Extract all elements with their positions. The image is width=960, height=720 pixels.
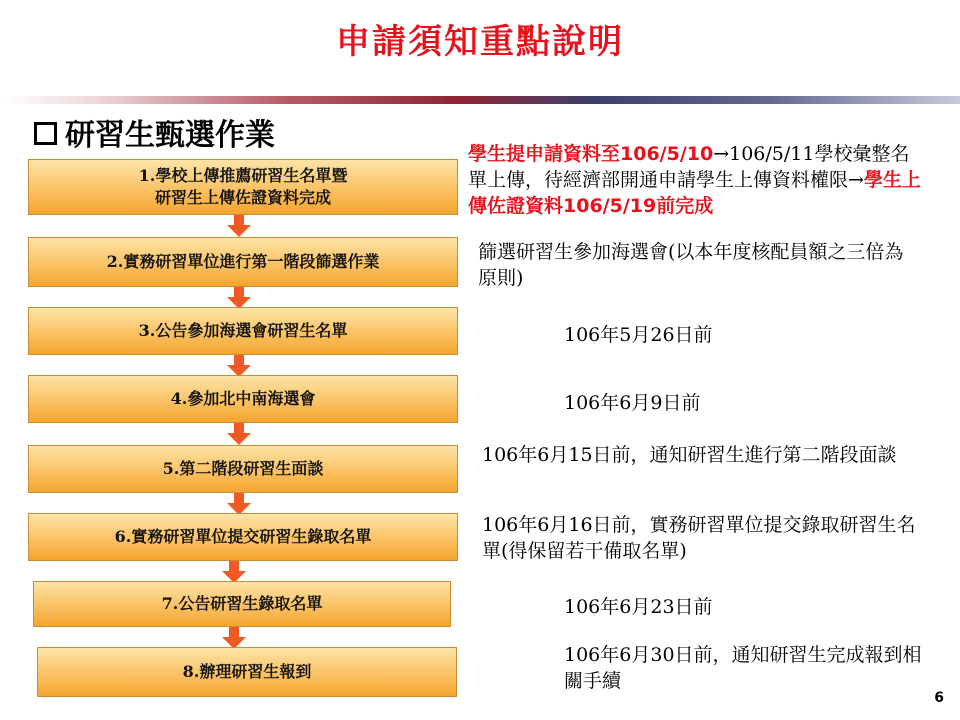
step-7-box bbox=[33, 581, 451, 627]
note-1-text: →106/5/11學校彙整名單上傳，待經濟部開通申請學生上傳資料權限→ bbox=[468, 143, 910, 192]
flow-arrow-icon bbox=[227, 355, 251, 377]
slide-title: 申請須知重點說明 bbox=[336, 22, 624, 62]
flow-arrow-icon bbox=[227, 423, 251, 445]
note-step-6: 106年6月16日前，實務研習單位提交錄取研習生名單(得保留若干備取名單) bbox=[482, 514, 916, 563]
step-7-label: 7.公告研習生錄取名單 bbox=[161, 594, 323, 614]
step-8-label: 8.辦理研習生報到 bbox=[182, 662, 312, 682]
step-6-box bbox=[28, 513, 458, 561]
flow-arrow-icon bbox=[227, 215, 251, 237]
step-1-label-line2: 研習生上傳佐證資料完成 bbox=[154, 188, 331, 207]
step-3-label: 3.公告參加海選會研習生名單 bbox=[138, 321, 348, 341]
note-1-deadline-highlight: 學生提申請資料至106/5/10 bbox=[468, 143, 714, 165]
page-number: 6 bbox=[934, 690, 944, 706]
step-1-box bbox=[28, 159, 458, 215]
note-step-2: 篩選研習生參加海選會(以本年度核配員額之三倍為原則) bbox=[478, 241, 904, 290]
note-step-3: 106年5月26日前 bbox=[564, 324, 713, 346]
note-1-upload-highlight: 學生上傳佐證資料106/5/19前完成 bbox=[468, 169, 921, 218]
note-step-4: 106年6月9日前 bbox=[564, 392, 701, 414]
step-8-box bbox=[37, 647, 457, 697]
note-step-1 bbox=[468, 141, 928, 220]
flow-arrow-icon bbox=[222, 627, 246, 649]
note-step-8: 106年6月30日前，通知研習生完成報到相關手續 bbox=[564, 644, 922, 693]
step-5-label: 5.第二階段研習生面談 bbox=[162, 459, 324, 479]
flow-arrow-icon bbox=[222, 561, 246, 583]
flow-arrow-icon bbox=[227, 493, 251, 515]
flow-arrow-icon bbox=[227, 287, 251, 309]
step-5-box bbox=[28, 445, 458, 493]
note-step-7: 106年6月23日前 bbox=[564, 596, 713, 618]
note-step-5: 106年6月15日前，通知研習生進行第二階段面談 bbox=[482, 444, 897, 466]
section-heading-text: 研習生甄選作業 bbox=[65, 118, 275, 153]
step-4-box bbox=[28, 375, 458, 423]
step-3-box bbox=[28, 307, 458, 355]
step-4-label: 4.參加北中南海選會 bbox=[170, 389, 316, 409]
process-flow bbox=[0, 0, 470, 720]
step-1-label-line1: 1.學校上傳推薦研習生名單暨 bbox=[138, 166, 348, 186]
step-2-label: 2.實務研習單位進行第一階段篩選作業 bbox=[106, 252, 380, 272]
step-2-box bbox=[28, 237, 458, 287]
step-6-label: 6.實務研習單位提交研習生錄取名單 bbox=[114, 527, 372, 547]
